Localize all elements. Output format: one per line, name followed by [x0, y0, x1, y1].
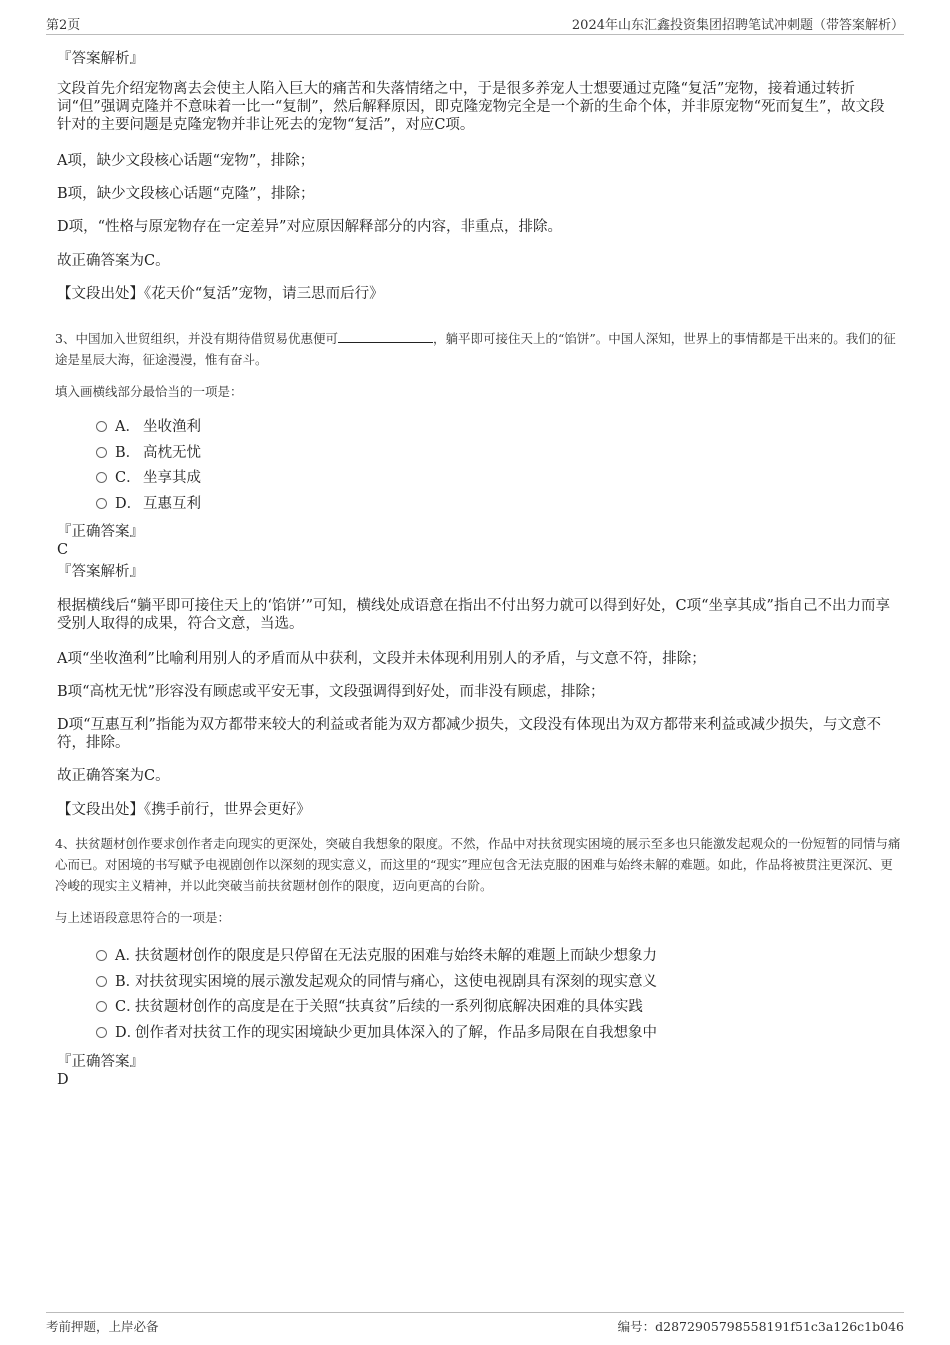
- option-letter: C．: [115, 999, 141, 1015]
- option-text: 坐收渔利: [143, 419, 201, 435]
- q3-option-d[interactable]: [96, 495, 201, 513]
- q2-source: 【文段出处】《花天价“复活”宠物，请三思而后行》: [57, 286, 384, 302]
- q3-b-note: B项“高枕无忧”形容没有顾虑或平安无事，文段强调得到好处，而非没有顾虑，排除；: [57, 684, 605, 700]
- q3-d-note: D项“互惠互利”指能为双方都带来较大的利益或者能为双方都减少损失，文段没有体现出为双方都带来利益或减少损失，与文意不符，排除。: [57, 717, 881, 751]
- radio-icon[interactable]: [96, 447, 107, 458]
- q3-stem: [55, 328, 905, 370]
- q4-answer-label: 『正确答案』: [57, 1054, 144, 1070]
- q2-analysis-text: 文段首先介绍宠物离去会使主人陷入巨大的痛苦和失落情绪之中，于是很多养宠人士想要通过克隆“复活”宠物，接着通过转折词“但”强调克隆并不意味着一比一“复制”，然后解释原因，即克隆宠物完全是一个新的生命个体，并非原宠物“死而复生”，故文段针对的主要问题是克隆宠物并非让死去的宠物“复活”，对应C项。: [57, 81, 885, 133]
- option-text: 扶贫题材创作的限度是只停留在无法克服的困难与始终未解的难题上而缺少想象力: [135, 948, 657, 964]
- q4-option-c[interactable]: [96, 998, 643, 1016]
- footer-slogan: 考前押题，上岸必备: [46, 1319, 159, 1334]
- option-letter: C．: [115, 470, 141, 486]
- option-text: 互惠互利: [143, 496, 201, 512]
- q4-option-d[interactable]: [96, 1024, 657, 1042]
- page-header: [46, 14, 904, 35]
- q3-conclusion: 故正确答案为C。: [57, 768, 170, 784]
- radio-icon[interactable]: [96, 976, 107, 987]
- q3-stem-after: ，躺平即可接住天上的“馅饼”。中国人深知，世界上的事情都是干出来的。我们的征途是星辰大海，征途漫漫，惟有奋斗。: [55, 331, 896, 367]
- q3-analysis-text: 根据横线后“躺平即可接住天上的‘馅饼’”可知，横线处成语意在指出不付出努力就可以得到好处，C项“坐享其成”指自己不出力而享受别人取得的成果，符合文意，当选。: [57, 598, 890, 632]
- q3-option-a[interactable]: [96, 418, 201, 436]
- q3-prompt: 填入画横线部分最恰当的一项是：: [55, 384, 243, 399]
- q3-option-b[interactable]: [96, 444, 201, 462]
- q4-option-b[interactable]: [96, 973, 657, 991]
- option-letter: B．: [115, 445, 141, 461]
- page-number: 第2页: [46, 18, 81, 33]
- option-letter: A．: [115, 419, 140, 435]
- document-title: 2024年山东汇鑫投资集团招聘笔试冲刺题（带答案解析）: [571, 18, 904, 33]
- option-letter: B．: [115, 974, 141, 990]
- q2-conclusion: 故正确答案为C。: [57, 253, 170, 269]
- q3-analysis-label: 『答案解析』: [57, 564, 144, 580]
- radio-icon[interactable]: [96, 950, 107, 961]
- q2-b-note: B项，缺少文段核心话题“克隆”，排除；: [57, 186, 315, 202]
- q4-prompt: 与上述语段意思符合的一项是：: [55, 910, 231, 925]
- option-letter: D．: [115, 496, 142, 512]
- radio-icon[interactable]: [96, 421, 107, 432]
- option-letter: A．: [115, 948, 140, 964]
- q4-option-a[interactable]: [96, 947, 657, 965]
- q3-blank: [338, 330, 433, 343]
- q3-answer: C: [57, 542, 69, 558]
- q3-source: 【文段出处】《携手前行，世界会更好》: [57, 802, 311, 818]
- page-footer: [46, 1312, 904, 1335]
- option-text: 对扶贫现实困境的展示激发起观众的同情与痛心，这使电视剧具有深刻的现实意义: [135, 974, 657, 990]
- option-text: 坐享其成: [143, 470, 201, 486]
- q3-stem-before: 3、中国加入世贸组织，并没有期待借贸易优惠便可: [55, 331, 338, 346]
- radio-icon[interactable]: [96, 472, 107, 483]
- q4-stem: 4、扶贫题材创作要求创作者走向现实的更深处，突破自我想象的限度。不然，作品中对扶贫现实困境的展示至多也只能激发起观众的一份短暂的同情与痛心而已。对困境的书写赋予电视剧创作以深刻的现实意义，而这里的“现实”理应包含无法克服的困难与始终未解的难题。如此，作品将被贯注更深沉、更冷峻的现实主义精神，并以此突破当前扶贫题材创作的限度，迈向更高的台阶。: [55, 836, 901, 893]
- document-code: 编号：d2872905798558191f51c3a126c1b046: [617, 1319, 904, 1334]
- q2-d-note: D项，“性格与原宠物存在一定差异”对应原因解释部分的内容，非重点，排除。: [57, 219, 562, 235]
- radio-icon[interactable]: [96, 1001, 107, 1012]
- q3-option-c[interactable]: [96, 469, 201, 487]
- option-letter: D．: [115, 1025, 142, 1041]
- q2-analysis-label: 『答案解析』: [57, 51, 144, 67]
- radio-icon[interactable]: [96, 1027, 107, 1038]
- q3-a-note: A项“坐收渔利”比喻利用别人的矛盾而从中获利，文段并未体现利用别人的矛盾，与文意不符，排除；: [57, 651, 706, 667]
- q3-answer-label: 『正确答案』: [57, 524, 144, 540]
- q4-answer: D: [57, 1072, 69, 1088]
- option-text: 扶贫题材创作的高度是在于关照“扶真贫”后续的一系列彻底解决困难的具体实践: [135, 999, 643, 1015]
- q2-a-note: A项，缺少文段核心话题“宠物”，排除；: [57, 153, 315, 169]
- option-text: 高枕无忧: [143, 445, 201, 461]
- radio-icon[interactable]: [96, 498, 107, 509]
- option-text: 创作者对扶贫工作的现实困境缺少更加具体深入的了解，作品多局限在自我想象中: [135, 1025, 657, 1041]
